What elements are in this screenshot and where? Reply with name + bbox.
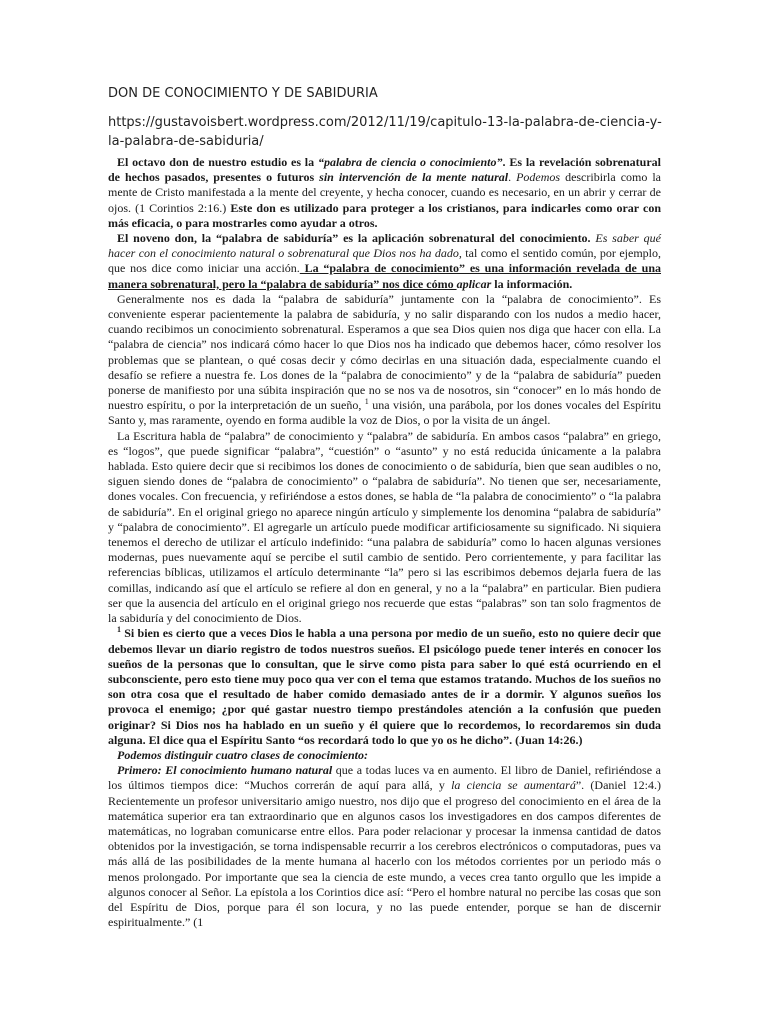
text-run: “palabra de ciencia o conocimiento” xyxy=(317,155,503,169)
text-run: una visión, una parábola, por los dones vocales del Espíritu Santo y, mas raramente, oyendo en forma audible la voz de Dios, o por la visita de un ángel. xyxy=(108,398,661,428)
paragraph-manifestation xyxy=(108,292,661,429)
text-run: sin intervención de la mente natural xyxy=(319,170,509,185)
paragraph-logos xyxy=(108,429,661,627)
text-run: . xyxy=(508,170,517,185)
text-run: la información. xyxy=(491,276,573,291)
text-run: Podemos distinguir cuatro clases de conocimiento: xyxy=(117,747,368,762)
text-run: El octavo don de nuestro estudio es la xyxy=(117,155,318,169)
paragraph-gift-wisdom xyxy=(108,231,661,292)
paragraph-four-kinds xyxy=(108,748,661,763)
footnote xyxy=(108,626,661,748)
text-run: . Es la revelación sobrenatural de hechos pasados, presentes o futuros xyxy=(108,155,661,185)
text-run: que a todas luces va en aumento. El libro de Daniel, refiriéndose a los últimos tiempos dice: “Muchos correrán de aquí para allá, y xyxy=(108,763,661,793)
text-run: Primero: El conocimiento humano natural xyxy=(117,763,333,778)
text-run: aplicar xyxy=(456,276,492,291)
text-run: Este don es utilizado para proteger a los cristianos, para indicarles como orar con más eficacia, o para mostrarles como ayudar a otros. xyxy=(108,200,661,230)
document-title: DON DE CONOCIMIENTO Y DE SABIDURIA xyxy=(108,86,378,101)
text-run: la ciencia se aumentará xyxy=(451,778,576,793)
paragraph-gift-knowledge xyxy=(108,155,661,231)
text-run: Generalmente nos es dada la “palabra de sabiduría” juntamente con la “palabra de conocimiento”. Es conveniente esperar pacientemente la palabra de sabiduría, y no salir disparando con los nudos a medio hacer, cuando recibimos un conocimiento sobrenatural. Esperamos a que sea Dios quien nos diga que hacer con ella. La “palabra de ciencia” nos indicará cómo hacer lo que Dios nos ha indicado que debemos hacer, cómo resolver los problemas que se plantean, o qué cosas decir y cómo decirlas en una situación dada, especialmente cuando el desafío se refiere a nuestra fe. Los dones de la “palabra de conocimiento” y de la “palabra de sabiduría” pueden ponerse de manifiesto por una súbita inspiración que no se nos va de nosotros, sin “conocer” en lo más hondo de nuestro espíritu, o por la interpretación de un sueño, xyxy=(108,291,661,413)
text-run: La Escritura habla de “palabra” de conocimiento y “palabra” de sabiduría. En ambos casos “palabra” en griego, es “logos”, que puede significar “palabra”, “cuestión” o “asunto” y no está reducida únicamente a la palabra hablada. Esto quiere decir que si recibimos los dones de conocimiento o de sabiduría, bien que sean audibles o no, siguen siendo dones de “palabra de conocimiento” o “palabra de sabiduría”. No tienen que ser, necesariamente, dones vocales. Con frecuencia, y refiriéndose a estos dones, se habla de “la palabra de conocimiento” o “la palabra de sabiduría”. En el original griego no aparece ningún artículo y simplemente los denomina “palabra de sabiduría” y “palabra de conocimiento”. El agregarle un artículo puede modificar artificiosamente su significado. Ni siquiera tenemos el derecho de utilizar el artículo indefinido: “una palabra de sabiduría” como lo hacen algunas versiones modernas, pues nuevamente aquí se percibe el sutil cambio de sentido. Pero corrientemente, y para facilitar las referencias bíblicas, utilizamos el artículo determinante “la” pero si las escribimos debemos dejarla fuera de las comillas, indicando así que el artículo se refiere al don en general, y no a la “palabra” en particular. Bien pudiera ser que la ausencia del artículo en el original griego nos recuerde que estas “palabras” son tan solo fragmentos de la sabiduría y del conocimiento de Dios. xyxy=(108,428,661,626)
text-run: Podemos xyxy=(516,170,561,185)
footnote-text: Si bien es cierto que a veces Dios le habla a una persona por medio de un sueño, esto no quiere decir que debemos llevar un diario registro de todos nuestros sueños. El psicólogo puede tener interés en conocer los sueños de la personas que lo consultan, que le sirve como pista para saber lo qué está ocurriendo en el subconsciente, pero esto tiene muy poco qua ver con el tema que estamos tratando. Muchos de los sueños no son otra cosa que el resultado de haber comido demasiado antes de ir a dormir. Y algunos sueños los provoca el enemigo; ¿por qué gastar nuestro tiempo prestándoles atención a la confusión que pueden originar? Si Dios nos ha hablado en un sueño y él quiere que lo recordemos, lo recordaremos sin duda alguna. El dice qua el Espíritu Santo “os recordará todo lo que yo os he dicho”. (Juan 14:26.) xyxy=(108,626,661,747)
footnote-reference[interactable]: 1 xyxy=(364,397,369,407)
text-run: ”. (Daniel 12:4.) Recientemente un profesor universitario amigo nuestro, nos dijo que el progreso del conocimiento en el área de la matemática superior era tan extraordinario que en algunos casos los investigadores en dos campos diferentes de matemáticas, no lograban comunicarse entre ellos. Para poder relacionar y procesar la inmensa cantidad de datos obtenidos por la investigación, se torna indispensable recurrir a los cerebros electrónicos o computadoras, pues va más allá de las posibilidades de la mente humana al hacerlo con los métodos corrientes por un periodo más o menos prolongado. Por importante que sea la ciencia de este mundo, a veces crea tanto orgullo que les impide a algunos conocer al Señor. La epístola a los Corintios dice así: “Pero el hombre natural no percibe las cosas que son del Espíritu de Dios, porque para él son locura, y no las puede entender, porque se han de discernir espiritualmente.” (1 xyxy=(108,778,661,930)
source-url: https://gustavoisbert.wordpress.com/2012/11/19/capitulo-13-la-palabra-de-ciencia-y-la-palabra-de-sabiduria/ xyxy=(108,115,662,149)
footnote-number: 1 xyxy=(117,625,121,635)
document-body xyxy=(108,155,661,930)
text-run: describirla como la mente de Cristo manifestada a la mente del creyente, y hecha conocer, cuando es necesario, en un abrir y cerrar de ojos. (1 Corintios 2:16.) xyxy=(108,170,661,215)
paragraph-first-kind xyxy=(108,763,661,930)
text-run: Es saber qué hacer con el conocimiento natural o sobrenatural que Dios nos ha dado, xyxy=(108,231,661,261)
text-run: tal como el sentido común, por ejemplo, que nos dice como iniciar una acción. xyxy=(108,246,661,276)
text-run: La “palabra de conocimiento” es una información revelada de una manera sobrenatural, pero la “palabra de sabiduría” nos dice cómo xyxy=(108,261,662,291)
text-run: El noveno don, la “palabra de sabiduría” es la aplicación sobrenatural del conocimiento. xyxy=(117,231,596,246)
